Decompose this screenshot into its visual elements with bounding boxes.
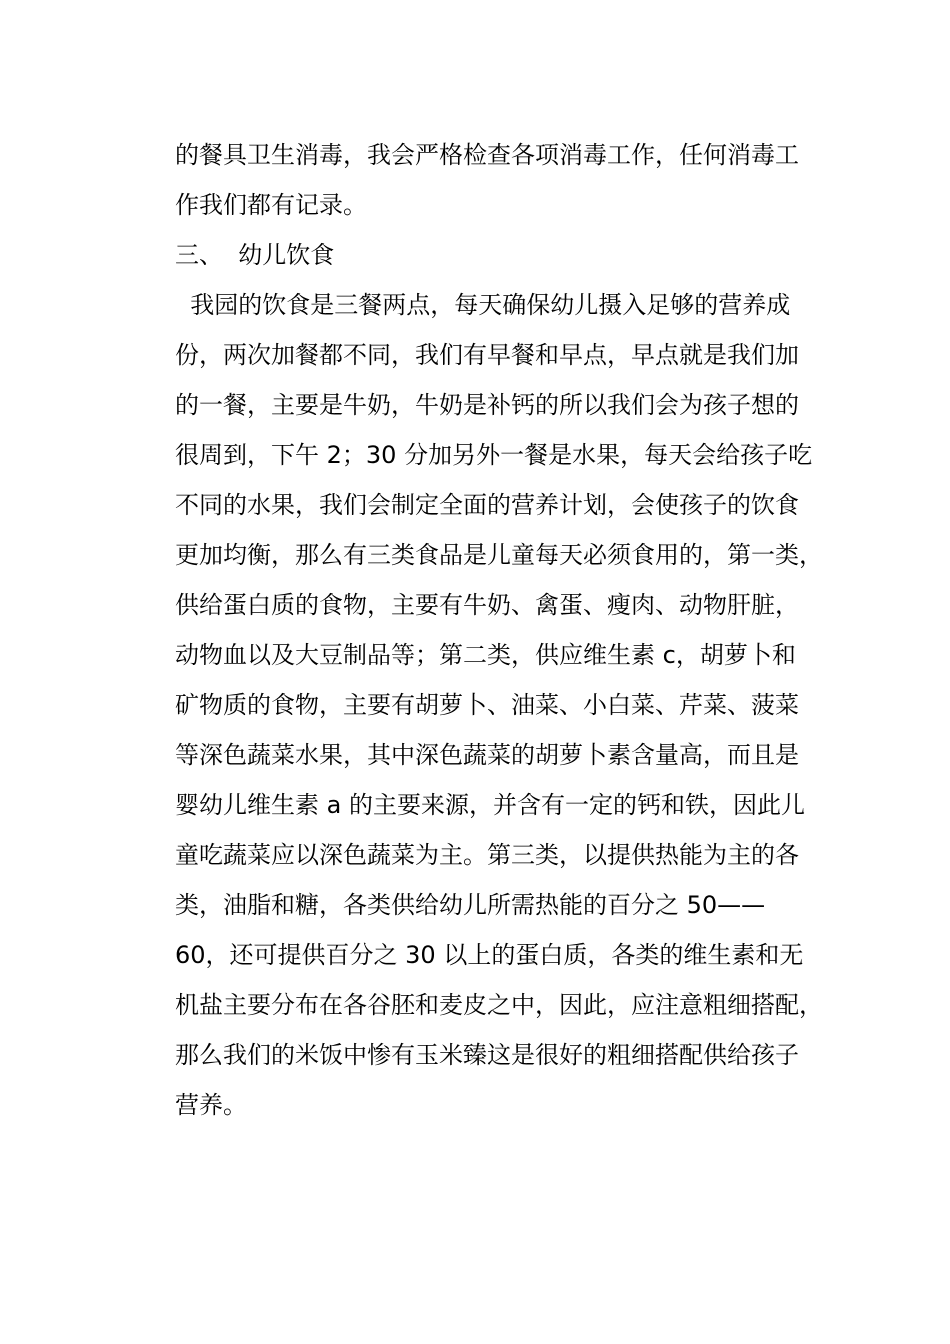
text-line: 供给蛋白质的食物，主要有牛奶、禽蛋、瘦肉、动物肝脏，: [175, 591, 799, 619]
section-heading: 三、 幼儿饮食: [175, 241, 335, 269]
text-line: 份，两次加餐都不同，我们有早餐和早点，早点就是我们加: [175, 341, 799, 369]
text-line: 矿物质的食物，主要有胡萝卜、油菜、小白菜、芹菜、菠菜: [175, 691, 799, 719]
text-line: 动物血以及大豆制品等；第二类，供应维生素 c，胡萝卜和: [175, 641, 796, 669]
text-line: 的餐具卫生消毒，我会严格检查各项消毒工作，任何消毒工: [175, 141, 799, 169]
text-line: 营养。: [175, 1091, 247, 1119]
text-line: 更加均衡，那么有三类食品是儿童每天必须食用的，第一类，: [175, 541, 823, 569]
text-line: 童吃蔬菜应以深色蔬菜为主。第三类，以提供热能为主的各: [175, 841, 799, 869]
text-line: 类，油脂和糖，各类供给幼儿所需热能的百分之 50——: [175, 891, 766, 919]
text-line: 的一餐，主要是牛奶，牛奶是补钙的所以我们会为孩子想的: [175, 391, 799, 419]
text-line: 我园的饮食是三餐两点，每天确保幼儿摄入足够的营养成: [175, 291, 791, 319]
text-line: 很周到，下午 2；30 分加另外一餐是水果，每天会给孩子吃: [175, 441, 813, 469]
text-line: 那么我们的米饭中惨有玉米臻这是很好的粗细搭配供给孩子: [175, 1041, 799, 1069]
text-line: 等深色蔬菜水果，其中深色蔬菜的胡萝卜素含量高，而且是: [175, 741, 799, 769]
text-line: 婴幼儿维生素 a 的主要来源，并含有一定的钙和铁，因此儿: [175, 791, 805, 819]
text-line: 不同的水果，我们会制定全面的营养计划，会使孩子的饮食: [175, 491, 799, 519]
body-text: [175, 130, 823, 1130]
text-line: 作我们都有记录。: [175, 191, 367, 219]
text-line: 60，还可提供百分之 30 以上的蛋白质，各类的维生素和无: [175, 941, 804, 969]
text-line: 机盐主要分布在各谷胚和麦皮之中，因此，应注意粗细搭配，: [175, 991, 823, 1019]
